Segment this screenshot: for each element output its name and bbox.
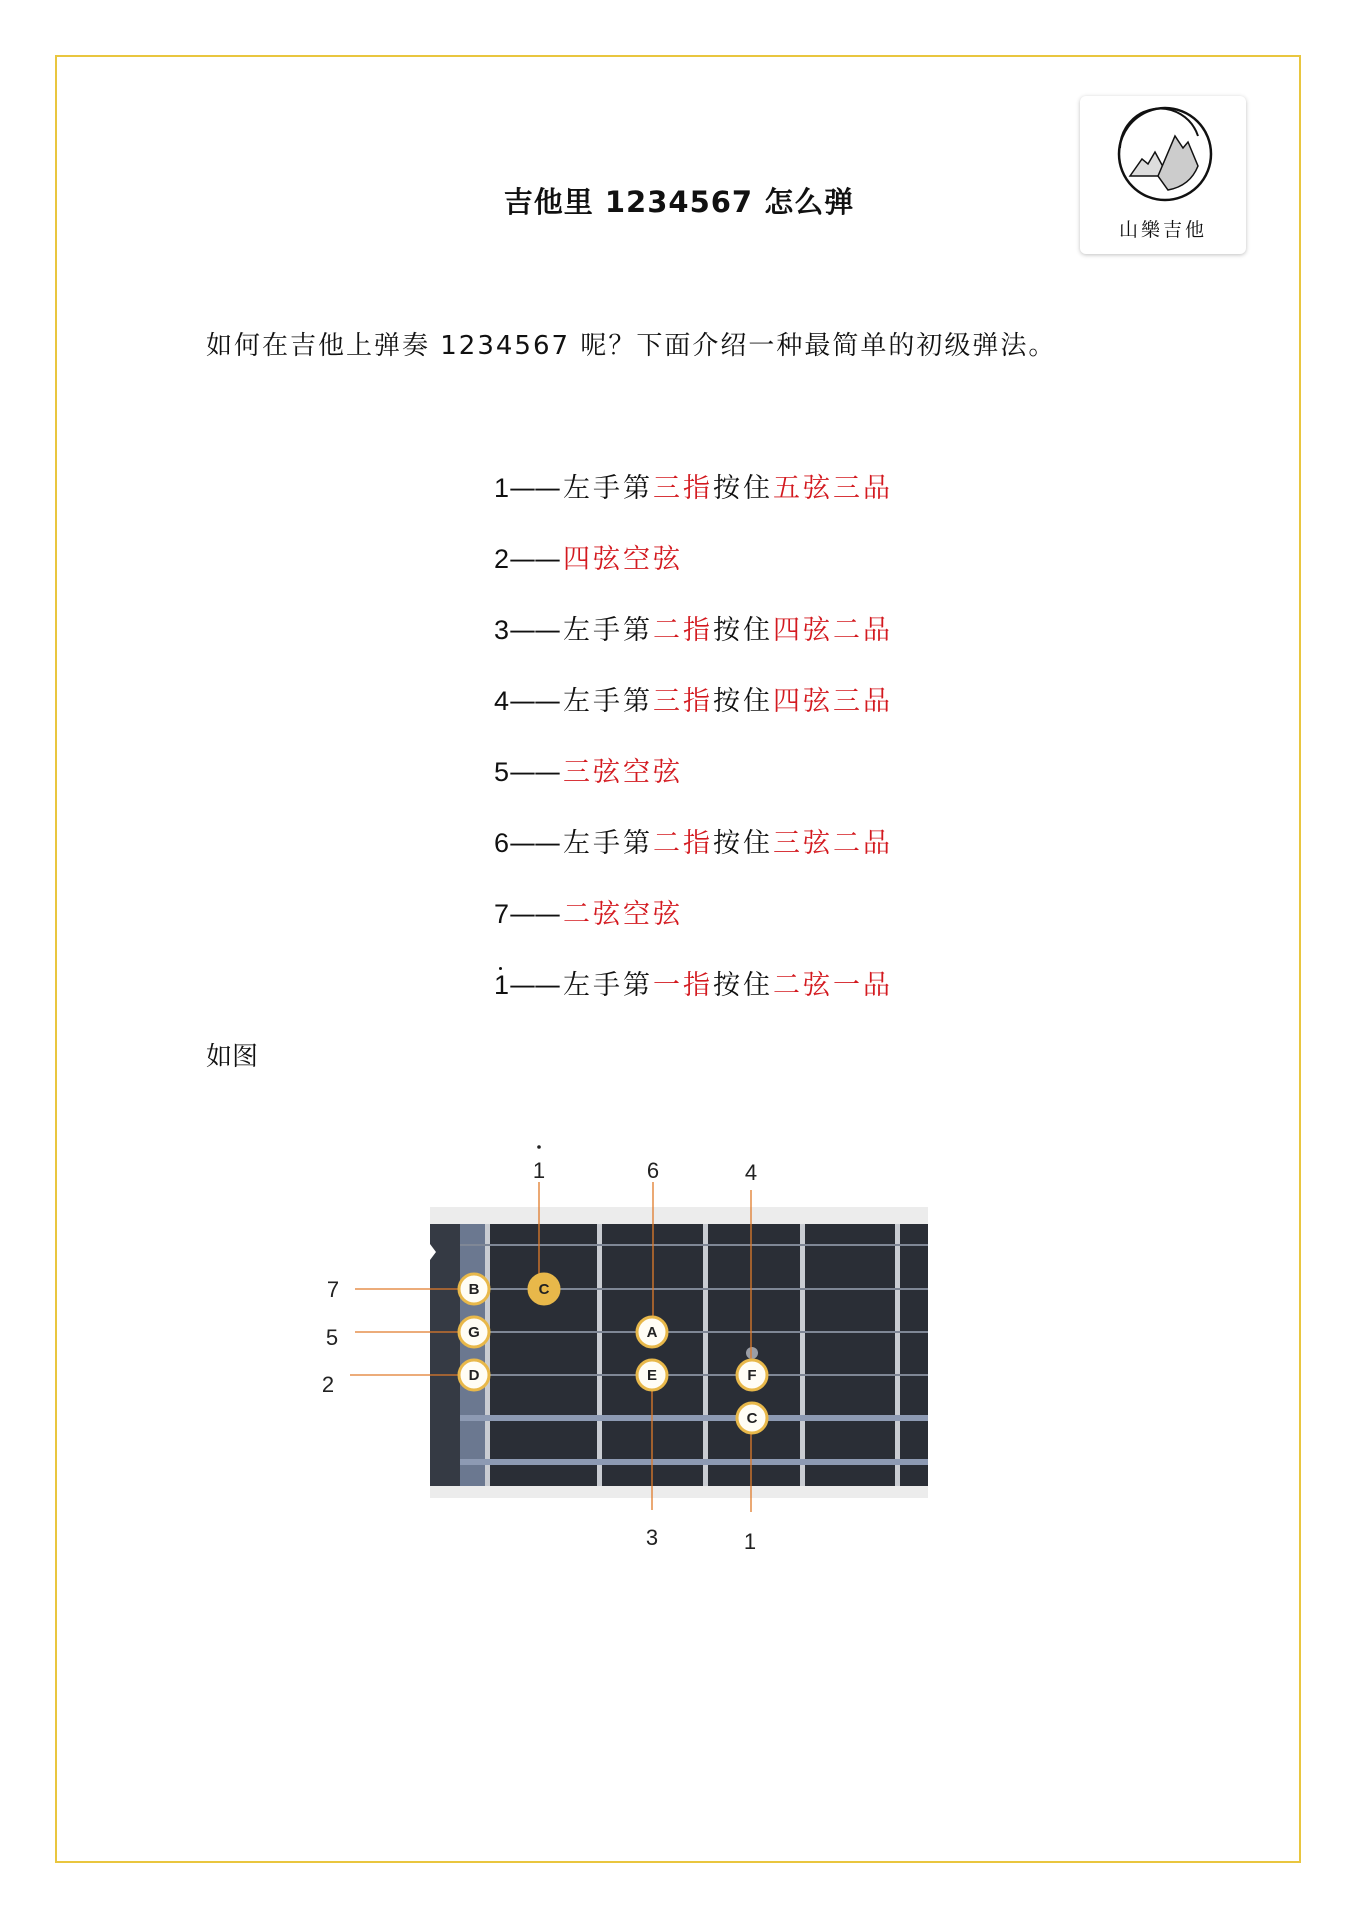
note-name: G bbox=[468, 1324, 480, 1341]
scale-degree-label: 4 bbox=[744, 1160, 758, 1185]
note-name: C bbox=[538, 1281, 550, 1298]
fret-wire bbox=[485, 1224, 490, 1486]
guitar-string bbox=[460, 1244, 928, 1246]
step-number: 3 bbox=[494, 615, 510, 645]
step-highlight-text: 三指 bbox=[653, 473, 714, 504]
step-highlight-text: 四弦二品 bbox=[773, 615, 894, 646]
scale-degree-label: 5 bbox=[325, 1325, 339, 1350]
step-dash: —— bbox=[509, 757, 560, 788]
guitar-string bbox=[460, 1415, 928, 1421]
step-text: 按住 bbox=[713, 686, 774, 717]
fretboard-side bbox=[430, 1224, 460, 1486]
note-marker bbox=[529, 1274, 559, 1304]
step-number: 1 bbox=[494, 473, 510, 503]
scale-degree-label: 1 bbox=[743, 1529, 757, 1554]
note-marker bbox=[459, 1274, 489, 1304]
guitar-string bbox=[460, 1331, 928, 1333]
step-highlight-text: 三指 bbox=[653, 686, 714, 717]
scale-degree-label: 6 bbox=[646, 1158, 660, 1183]
step-highlight-text: 五弦三品 bbox=[773, 473, 894, 504]
note-name: F bbox=[747, 1367, 757, 1384]
step-highlight-text: 二指 bbox=[653, 828, 714, 859]
step-highlight-text: 二弦一品 bbox=[773, 970, 894, 1001]
fret-wire bbox=[895, 1224, 900, 1486]
page-title: 吉他里 1234567 怎么弹 bbox=[503, 185, 855, 219]
step-number: 5 bbox=[494, 757, 510, 787]
logo-text: 山樂吉他 bbox=[1118, 219, 1207, 241]
note-marker bbox=[459, 1317, 489, 1347]
step-dash: —— bbox=[509, 473, 560, 504]
guitar-string bbox=[460, 1459, 928, 1465]
step-highlight-text: 四弦空弦 bbox=[563, 544, 684, 575]
intro-paragraph: 如何在吉他上弹奏 1234567 呢？下面介绍一种最简单的初级弹法。 bbox=[206, 331, 1057, 361]
fret-marker-dot bbox=[746, 1347, 758, 1359]
step-text: 左手第 bbox=[563, 686, 654, 717]
step-text: 按住 bbox=[713, 473, 774, 504]
fretboard bbox=[430, 1224, 928, 1486]
step-text: 按住 bbox=[713, 828, 774, 859]
nut bbox=[460, 1224, 486, 1486]
step-text: 左手第 bbox=[563, 615, 654, 646]
note-marker bbox=[737, 1360, 767, 1390]
note-name: C bbox=[746, 1410, 758, 1427]
note-name: E bbox=[646, 1367, 658, 1384]
scale-degree-label: 3 bbox=[645, 1525, 659, 1550]
step-highlight-text: 四弦三品 bbox=[773, 686, 894, 717]
step-dash: —— bbox=[509, 615, 560, 646]
step-dash: —— bbox=[509, 899, 560, 930]
step-text: 按住 bbox=[713, 615, 774, 646]
note-name: B bbox=[468, 1281, 480, 1298]
step-number: 2 bbox=[494, 544, 510, 574]
step-dash: —— bbox=[509, 686, 560, 717]
note-name: D bbox=[468, 1367, 480, 1384]
fret-wire bbox=[800, 1224, 805, 1486]
step-dash: —— bbox=[509, 828, 560, 859]
note-marker bbox=[637, 1360, 667, 1390]
fret-wire bbox=[703, 1224, 708, 1486]
scale-degree-label: 2 bbox=[321, 1372, 335, 1397]
note-name: A bbox=[646, 1324, 658, 1341]
note-marker bbox=[737, 1403, 767, 1433]
step-number: 7 bbox=[494, 899, 510, 929]
step-highlight-text: 二弦空弦 bbox=[563, 899, 684, 930]
guitar-string bbox=[460, 1374, 928, 1376]
octave-dot bbox=[537, 1145, 541, 1149]
step-highlight-text: 三弦二品 bbox=[773, 828, 894, 859]
figure-caption: 如图 bbox=[206, 1042, 259, 1072]
step-text: 左手第 bbox=[563, 970, 654, 1001]
step-number: 6 bbox=[494, 828, 510, 858]
step-dash: —— bbox=[509, 970, 560, 1001]
step-highlight-text: 一指 bbox=[653, 970, 714, 1001]
scale-degree-label: 7 bbox=[326, 1277, 340, 1302]
step-highlight-text: 三弦空弦 bbox=[563, 757, 684, 788]
step-number: 1 bbox=[494, 970, 510, 1000]
note-marker bbox=[637, 1317, 667, 1347]
step-text: 左手第 bbox=[563, 473, 654, 504]
scale-degree-label: 1 bbox=[532, 1158, 546, 1183]
step-number: 4 bbox=[494, 686, 510, 716]
step-highlight-text: 二指 bbox=[653, 615, 714, 646]
fret-wire bbox=[597, 1224, 602, 1486]
step-dash: —— bbox=[509, 544, 560, 575]
step-text: 左手第 bbox=[563, 828, 654, 859]
step-text: 按住 bbox=[713, 970, 774, 1001]
note-marker bbox=[459, 1360, 489, 1390]
